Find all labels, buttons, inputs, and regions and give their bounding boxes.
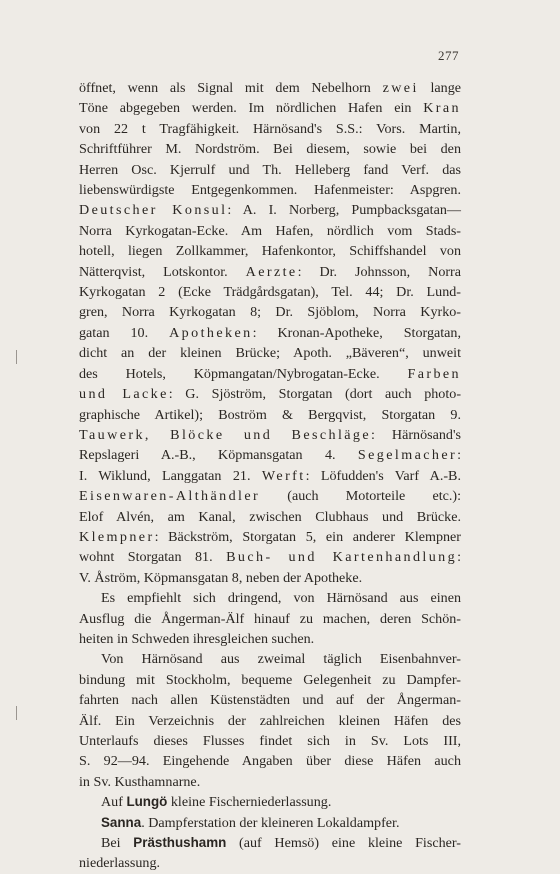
text-line: Sanna. Dampferstation der kleineren Lokaldampfer. bbox=[101, 814, 400, 831]
text-line: Älf. Ein Verzeichnis der zahlreichen kleinen Häfen des bbox=[79, 712, 461, 729]
text-line: des Hotels, Köpmangatan/Nybrogatan-Ecke. Farben bbox=[79, 365, 461, 382]
text-line: Es empfiehlt sich dringend, von Härnösand aus einen bbox=[101, 590, 461, 607]
text-line: Auf Lungö kleine Fischerniederlassung. bbox=[101, 794, 332, 811]
place-name: Sanna bbox=[101, 814, 142, 830]
section-keyword: Segelmacher bbox=[357, 447, 458, 464]
text-line: Von Härnösand aus zweimal täglich Eisenbahnver- bbox=[101, 651, 461, 668]
text-line: Deutscher Konsul: A. I. Norberg, Pumpbacksgatan— bbox=[79, 202, 461, 219]
section-keyword: Aerzte bbox=[245, 263, 298, 280]
section-keyword: Apotheken bbox=[169, 324, 253, 341]
text-line: bindung mit Stockholm, bequeme Gelegenheit zu Dampfer- bbox=[79, 671, 461, 688]
text-line: Tauwerk, Blöcke und Beschläge: Härnösand's bbox=[79, 426, 461, 443]
text-line: dicht an der kleinen Brücke; Apoth. „Bäveren“, unweit bbox=[79, 345, 461, 362]
section-keyword: Farben bbox=[407, 365, 461, 382]
text-line: Repslageri A.-B., Köpmansgatan 4. Segelmacher: bbox=[79, 447, 461, 464]
section-keyword: Klempner bbox=[79, 528, 155, 545]
text-line: fahrten nach allen Küstenstädten und auf der Ångerman- bbox=[79, 692, 461, 709]
text-line: S. 92—94. Eingehende Angaben über diese Häfen auch bbox=[79, 753, 461, 770]
text-line: Schriftführer M. Nordström. Bei diesem, sowie bei den bbox=[79, 141, 461, 158]
place-name: Lungö bbox=[126, 794, 168, 810]
place-name: Prästhushamn bbox=[133, 835, 227, 851]
text-line: I. Wiklund, Langgatan 21. Werft: Löfudden's Varf A.-B. bbox=[79, 467, 461, 484]
text-line: liebenswürdigste Entgegenkommen. Hafenmeister: Aspgren. bbox=[79, 182, 461, 199]
text-line: heiten in Schweden ihresgleichen suchen. bbox=[79, 630, 315, 647]
text-line: wohnt Storgatan 81. Buch- und Kartenhandlung: bbox=[79, 549, 462, 566]
text-line: in Sv. Kusthamnarne. bbox=[79, 773, 201, 790]
text-line: Herren Osc. Kjerrulf und Th. Helleberg fand Verf. das bbox=[79, 161, 461, 178]
text-line: von 22 t Tragfähigkeit. Härnösand's S.S.: Vors. Martin, bbox=[79, 120, 461, 137]
section-keyword: und Lacke bbox=[79, 386, 169, 403]
text-line: hotell, liegen Zollkammer, Hafenkontor, Schiffshandel von bbox=[79, 243, 461, 260]
text-line: Kyrkogatan 2 (Ecke Trädgårdsgatan), Tel. 44; Dr. Lund- bbox=[79, 284, 461, 301]
text-line: V. Åström, Köpmansgatan 8, neben der Apotheke. bbox=[79, 569, 363, 586]
section-keyword: zwei bbox=[382, 80, 419, 96]
section-keyword: Werft bbox=[261, 467, 306, 484]
text-line: gatan 10. Apotheken: Kronan-Apotheke, Storgatan, bbox=[79, 324, 461, 341]
text-line: öffnet, wenn als Signal mit dem Nebelhorn zwei lange bbox=[79, 80, 461, 96]
text-line: Norra Kyrkogatan-Ecke. Am Hafen, nördlich vom Stads- bbox=[79, 222, 461, 239]
text-line: Unterlaufs dieses Flusses findet sich in Sv. Lots III, bbox=[79, 733, 461, 749]
text-line: Nätterqvist, Lotskontor. Aerzte: Dr. Johnsson, Norra bbox=[79, 263, 462, 280]
text-line: Bei Prästhushamn (auf Hemsö) eine kleine Fischer- bbox=[101, 835, 461, 852]
text-line: Ausflug die Ångerman-Älf hinauf zu machen, deren Schön- bbox=[79, 610, 461, 627]
text-line: Klempner: Bäckström, Storgatan 5, ein anderer Klempner bbox=[79, 528, 461, 545]
body-text bbox=[79, 78, 461, 874]
text-line: Töne abgegeben werden. Im nördlichen Hafen ein Kran bbox=[79, 100, 461, 117]
margin-mark bbox=[16, 350, 17, 364]
text-line: gren, Norra Kyrkogatan 8; Dr. Sjöblom, Norra Kyrko- bbox=[79, 304, 461, 321]
text-line: Elof Alvén, am Kanal, zwischen Clubhaus und Brücke. bbox=[79, 508, 461, 525]
margin-mark bbox=[16, 706, 17, 720]
section-keyword: Deutscher Konsul bbox=[79, 202, 228, 219]
section-keyword: Eisenwaren-Althändler bbox=[79, 488, 261, 505]
text-line: graphische Artikel); Boström & Bergqvist, Storgatan 9. bbox=[79, 406, 461, 423]
section-keyword: Kran bbox=[423, 100, 461, 117]
page-number: 277 bbox=[438, 48, 459, 63]
section-keyword: Buch- und Kartenhandlung bbox=[226, 549, 458, 566]
text-line: Eisenwaren-Althändler (auch Motorteile etc.): bbox=[79, 488, 461, 505]
section-keyword: Tauwerk, Blöcke und Beschläge bbox=[79, 426, 372, 443]
text-line: niederlassung. bbox=[79, 855, 161, 872]
text-line: und Lacke: G. Sjöström, Storgatan (dort auch photo- bbox=[79, 386, 462, 403]
